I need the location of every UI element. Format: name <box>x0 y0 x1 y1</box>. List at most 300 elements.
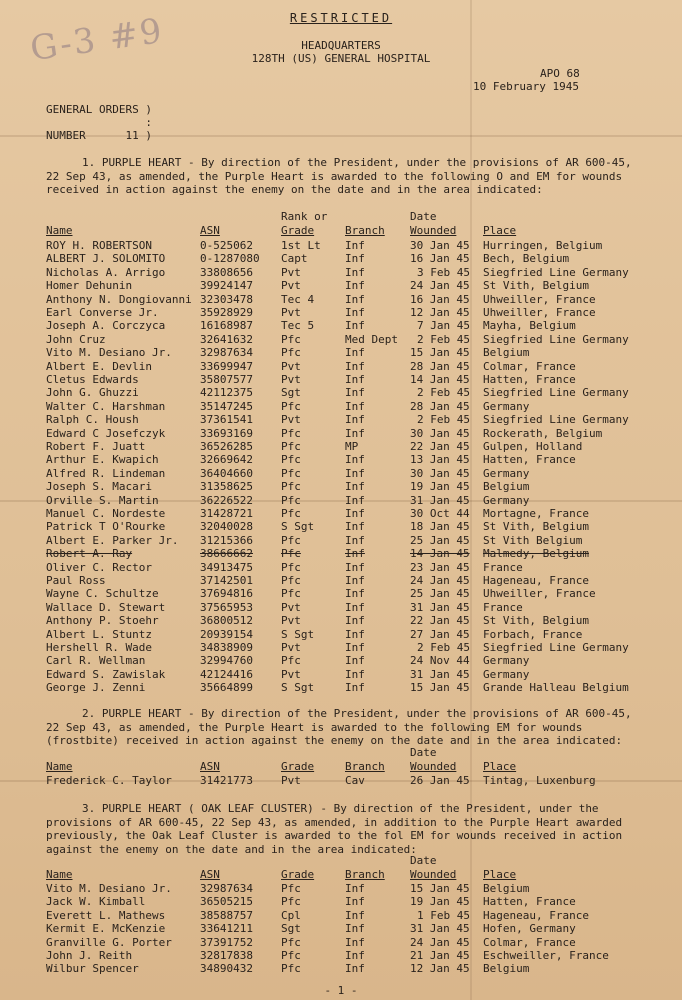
cell-grade: Grade <box>281 868 315 881</box>
cell-asn: 37565953 <box>200 600 253 614</box>
column-header-top: Date <box>410 854 437 867</box>
table-row <box>0 440 682 453</box>
cell-branch: Inf <box>345 520 365 534</box>
cell-place: Hatten, France <box>483 453 576 467</box>
cell-branch: Inf <box>345 600 365 614</box>
cell-asn: 38588757 <box>200 908 253 922</box>
cell-asn: 34890432 <box>200 962 253 976</box>
cell-asn: 32994760 <box>200 654 253 668</box>
cell-branch: Inf <box>345 614 365 628</box>
table-row <box>0 614 682 627</box>
cell-name: ALBERT J. SOLOMITO <box>46 252 166 266</box>
cell-branch: Inf <box>345 560 365 574</box>
cell-asn: 32987634 <box>200 346 253 360</box>
cell-grade: Pfc <box>281 332 301 346</box>
cell-grade: Grade <box>281 760 315 773</box>
table-row <box>0 319 682 332</box>
cell-place: Gulpen, Holland <box>483 440 583 453</box>
cell-name: Edward S. Zawislak <box>46 667 166 681</box>
table-row <box>0 922 682 935</box>
cell-wounded: 30 Jan 45 <box>410 239 470 252</box>
cell-asn: 32987634 <box>200 882 253 895</box>
cell-wounded: 31 Jan 45 <box>410 667 470 681</box>
cell-asn: 33693169 <box>200 426 253 440</box>
general-orders-bracket: : <box>46 116 152 129</box>
cell-branch: Branch <box>345 760 385 773</box>
cell-place: Mayha, Belgium <box>483 319 576 333</box>
cell-wounded: 22 Jan 45 <box>410 614 470 628</box>
cell-asn: 20939154 <box>200 627 253 641</box>
cell-branch: Inf <box>345 466 365 480</box>
cell-grade: S Sgt <box>281 627 315 641</box>
cell-branch: Inf <box>345 319 365 333</box>
cell-grade: Pvt <box>281 641 301 654</box>
cell-grade: Pfc <box>281 426 301 440</box>
cell-branch: Inf <box>345 306 365 319</box>
cell-wounded: 2 Feb 45 <box>417 641 470 654</box>
cell-asn: 31421773 <box>200 774 253 787</box>
cell-asn: 42112375 <box>200 386 253 400</box>
table-row <box>0 480 682 493</box>
cell-grade: Pfc <box>281 346 301 360</box>
cell-name: ROY H. ROBERTSON <box>46 239 152 252</box>
cell-asn: 32669642 <box>200 453 253 467</box>
cell-branch: Inf <box>345 882 365 895</box>
order-date: 10 February 1945 <box>473 80 579 93</box>
cell-branch: Inf <box>345 547 365 561</box>
cell-place: France <box>483 560 523 574</box>
cell-grade: Pvt <box>281 614 301 628</box>
cell-wounded: 14 Jan 45 <box>410 373 470 386</box>
cell-asn: ASN <box>200 760 220 773</box>
table-row <box>0 413 682 426</box>
cell-wounded: 15 Jan 45 <box>410 346 470 360</box>
cell-place: Germany <box>483 493 530 507</box>
cell-wounded: Wounded <box>410 224 457 237</box>
table-row <box>0 909 682 922</box>
cell-branch: Branch <box>345 868 385 881</box>
table-row <box>0 962 682 975</box>
cell-grade: Pvt <box>281 279 301 293</box>
table-row <box>0 266 682 279</box>
cell-grade: Pfc <box>281 654 301 668</box>
classification-heading: RESTRICTED <box>289 11 393 25</box>
cell-asn: 35664899 <box>200 681 253 695</box>
cell-branch: Inf <box>345 426 365 440</box>
cell-wounded: 31 Jan 45 <box>410 493 470 507</box>
cell-wounded: 26 Jan 45 <box>410 774 470 787</box>
cell-wounded: 28 Jan 45 <box>410 399 470 413</box>
cell-place: Colmar, France <box>483 935 576 949</box>
cell-grade: Capt <box>281 252 308 266</box>
table-row <box>0 574 682 587</box>
cell-grade: Pfc <box>281 507 301 520</box>
table-row <box>0 936 682 949</box>
cell-place: Place <box>483 760 517 773</box>
cell-asn: 36505215 <box>200 895 253 909</box>
table-row <box>0 587 682 600</box>
cell-place: Belgium <box>483 346 530 360</box>
cell-name: Nicholas A. Arrigo <box>46 265 166 279</box>
cell-wounded: 28 Jan 45 <box>410 359 470 373</box>
cell-grade: Pfc <box>281 895 301 909</box>
table-row <box>0 641 682 654</box>
cell-branch: Inf <box>345 641 365 654</box>
cell-name: Robert A. Ray <box>46 547 133 561</box>
cell-place: Uhweiller, France <box>483 306 596 319</box>
cell-wounded: 2 Feb 45 <box>417 386 470 400</box>
cell-name: Wilbur Spencer <box>46 962 139 976</box>
section-1-text: 1. PURPLE HEART - By direction of the President, under the provisions of AR 600-45, 22 Sep 43, as amended, the Purple Heart is awarded to the following O and EM for wounds received in action against the enemy on the date and in the area indicated: <box>46 156 632 196</box>
cell-place: St Vith, Belgium <box>483 279 589 293</box>
cell-branch: Inf <box>345 359 365 373</box>
cell-asn: 37142501 <box>200 574 253 587</box>
cell-branch: Inf <box>345 908 365 922</box>
cell-name: Anthony N. Dongiovanni <box>46 292 192 306</box>
cell-place: Hatten, France <box>483 895 576 909</box>
cell-grade: Pvt <box>281 359 301 373</box>
cell-place: St Vith, Belgium <box>483 520 589 534</box>
cell-grade: Pfc <box>281 547 301 561</box>
cell-place: Mortagne, France <box>483 507 589 520</box>
cell-asn: ASN <box>200 224 220 237</box>
cell-branch: Inf <box>345 399 365 413</box>
cell-name: Albert E. Parker Jr. <box>46 533 179 547</box>
cell-asn: 35928929 <box>200 306 253 319</box>
cell-place: Forbach, France <box>483 627 583 641</box>
column-header-top: Date <box>410 210 437 223</box>
cell-asn: 33699947 <box>200 359 253 373</box>
table-row <box>0 333 682 346</box>
cell-place: Siegfried Line Germany <box>483 265 629 279</box>
cell-grade: Cpl <box>281 908 301 922</box>
cell-asn: 0-1287080 <box>200 252 260 266</box>
table-row <box>0 360 682 373</box>
cell-wounded: 13 Jan 45 <box>410 453 470 467</box>
cell-asn: 32040028 <box>200 520 253 534</box>
cell-asn: 16168987 <box>200 319 253 333</box>
cell-wounded: 12 Jan 45 <box>410 306 470 319</box>
cell-branch: Branch <box>345 224 385 237</box>
table-row <box>0 453 682 466</box>
cell-wounded: 2 Feb 45 <box>417 413 470 427</box>
table-row <box>0 534 682 547</box>
cell-asn: 37361541 <box>200 413 253 427</box>
table-row <box>0 547 682 560</box>
table-row <box>0 306 682 319</box>
cell-grade: Pfc <box>281 962 301 976</box>
cell-grade: Pfc <box>281 480 301 494</box>
cell-place: Colmar, France <box>483 359 576 373</box>
cell-asn: 42124416 <box>200 667 253 681</box>
cell-place: Siegfried Line Germany <box>483 332 629 346</box>
cell-name: Cletus Edwards <box>46 373 139 386</box>
page-number: - 1 - <box>324 984 358 997</box>
cell-wounded: 31 Jan 45 <box>410 922 470 936</box>
cell-branch: Inf <box>345 373 365 386</box>
cell-asn: 34838909 <box>200 641 253 654</box>
cell-name: Name <box>46 224 73 237</box>
cell-grade: Tec 4 <box>281 292 315 306</box>
cell-grade: Pvt <box>281 774 301 787</box>
cell-asn: 0-525062 <box>200 239 253 252</box>
cell-branch: Inf <box>345 386 365 400</box>
cell-name: Oliver C. Rector <box>46 560 152 574</box>
table-row <box>0 239 682 252</box>
cell-name: Orville S. Martin <box>46 493 159 507</box>
cell-name: Jack W. Kimball <box>46 895 146 909</box>
cell-name: Carl R. Wellman <box>46 654 146 668</box>
cell-name: Walter C. Harshman <box>46 399 166 413</box>
cell-grade: Pfc <box>281 466 301 480</box>
cell-grade: Pvt <box>281 413 301 427</box>
cell-branch: Inf <box>345 453 365 467</box>
cell-branch: Inf <box>345 292 365 306</box>
cell-asn: 31215366 <box>200 533 253 547</box>
table-row <box>0 628 682 641</box>
cell-branch: Inf <box>345 507 365 520</box>
table-row <box>0 774 682 787</box>
cell-place: St Vith, Belgium <box>483 614 589 628</box>
cell-place: Hurringen, Belgium <box>483 239 603 252</box>
cell-grade: Pfc <box>281 440 301 453</box>
cell-wounded: 12 Jan 45 <box>410 962 470 976</box>
cell-wounded: 7 Jan 45 <box>417 319 470 333</box>
cell-grade: Sgt <box>281 386 301 400</box>
cell-branch: Med Dept <box>345 332 398 346</box>
cell-place: Eschweiller, France <box>483 949 609 962</box>
cell-grade: Sgt <box>281 922 301 936</box>
cell-name: Ralph C. Housh <box>46 413 139 427</box>
cell-name: Frederick C. Taylor <box>46 774 172 787</box>
cell-grade: Pfc <box>281 533 301 547</box>
cell-branch: MP <box>345 440 359 453</box>
cell-branch: Inf <box>345 922 365 936</box>
cell-place: Bech, Belgium <box>483 252 570 266</box>
cell-wounded: 27 Jan 45 <box>410 627 470 641</box>
cell-place: Hatten, France <box>483 373 576 386</box>
cell-branch: Inf <box>345 587 365 601</box>
cell-wounded: 24 Jan 45 <box>410 935 470 949</box>
cell-wounded: 25 Jan 45 <box>410 587 470 601</box>
cell-place: Place <box>483 224 517 237</box>
cell-branch: Inf <box>345 346 365 360</box>
cell-grade: Tec 5 <box>281 319 315 333</box>
cell-branch: Inf <box>345 533 365 547</box>
cell-wounded: 30 Jan 45 <box>410 426 470 440</box>
cell-name: Name <box>46 760 73 773</box>
cell-wounded: 14 Jan 45 <box>410 547 470 561</box>
cell-name: Name <box>46 868 73 881</box>
cell-name: John Cruz <box>46 332 106 346</box>
cell-place: Germany <box>483 654 530 668</box>
cell-name: Robert F. Juatt <box>46 440 146 453</box>
cell-grade: Grade <box>281 224 315 237</box>
cell-wounded: 2 Feb 45 <box>417 332 470 346</box>
cell-branch: Inf <box>345 413 365 427</box>
cell-asn: 33808656 <box>200 265 253 279</box>
cell-grade: Pfc <box>281 935 301 949</box>
cell-asn: 36404660 <box>200 466 253 480</box>
cell-grade: 1st Lt <box>281 239 321 252</box>
table-row <box>0 373 682 386</box>
cell-asn: 31428721 <box>200 507 253 520</box>
section-3-text: 3. PURPLE HEART ( OAK LEAF CLUSTER) - By direction of the President, under the provisions of AR 600-45, 22 Sep 43, as amended, in addition to the Purple Heart awarded previously, the Oak Leaf Cluster is awarded to the fol EM for wounds received in action against the enemy on the date and in the area indicated: <box>46 802 623 856</box>
cell-place: Belgium <box>483 962 530 976</box>
cell-asn: 35807577 <box>200 373 253 386</box>
cell-place: St Vith Belgium <box>483 533 583 547</box>
cell-grade: Pfc <box>281 560 301 574</box>
cell-asn: 37694816 <box>200 587 253 601</box>
table-row <box>0 668 682 681</box>
cell-name: Albert L. Stuntz <box>46 627 152 641</box>
cell-wounded: 16 Jan 45 <box>410 292 470 306</box>
table-header <box>0 868 682 881</box>
table-row <box>0 386 682 399</box>
cell-place: Siegfried Line Germany <box>483 641 629 654</box>
cell-branch: Inf <box>345 574 365 587</box>
cell-name: Everett L. Mathews <box>46 908 166 922</box>
cell-name: George J. Zenni <box>46 681 146 695</box>
cell-asn: 32817838 <box>200 949 253 962</box>
cell-place: Germany <box>483 399 530 413</box>
cell-grade: Pfc <box>281 493 301 507</box>
cell-branch: Inf <box>345 667 365 681</box>
cell-place: Belgium <box>483 480 530 494</box>
cell-wounded: 3 Feb 45 <box>417 265 470 279</box>
cell-place: Hageneau, France <box>483 908 589 922</box>
cell-name: Wallace D. Stewart <box>46 600 166 614</box>
cell-name: Kermit E. McKenzie <box>46 922 166 936</box>
cell-place: Germany <box>483 667 530 681</box>
cell-branch: Inf <box>345 654 365 668</box>
cell-name: Alfred R. Lindeman <box>46 466 166 480</box>
cell-branch: Inf <box>345 239 365 252</box>
cell-place: Siegfried Line Germany <box>483 413 629 427</box>
cell-wounded: 31 Jan 45 <box>410 600 470 614</box>
cell-wounded: 15 Jan 45 <box>410 681 470 695</box>
cell-place: Malmedy, Belgium <box>483 547 589 561</box>
cell-wounded: 15 Jan 45 <box>410 882 470 895</box>
cell-name: Vito M. Desiano Jr. <box>46 882 172 895</box>
cell-grade: Pfc <box>281 882 301 895</box>
table-row <box>0 427 682 440</box>
cell-grade: S Sgt <box>281 681 315 695</box>
table-row <box>0 601 682 614</box>
cell-asn: 35147245 <box>200 399 253 413</box>
cell-wounded: 19 Jan 45 <box>410 480 470 494</box>
cell-name: Albert E. Devlin <box>46 359 152 373</box>
cell-name: Edward C Josefczyk <box>46 426 166 440</box>
table-row <box>0 949 682 962</box>
cell-wounded: 1 Feb 45 <box>417 908 470 922</box>
cell-place: Belgium <box>483 882 530 895</box>
cell-wounded: 16 Jan 45 <box>410 252 470 266</box>
cell-name: Wayne C. Schultze <box>46 587 159 601</box>
cell-place: Uhweiller, France <box>483 292 596 306</box>
cell-branch: Inf <box>345 962 365 976</box>
table-row <box>0 520 682 533</box>
cell-place: Siegfried Line Germany <box>483 386 629 400</box>
cell-name: Granville G. Porter <box>46 935 172 949</box>
column-header-top: Date <box>410 746 437 759</box>
cell-asn: 32641632 <box>200 332 253 346</box>
cell-name: Patrick T O'Rourke <box>46 520 166 534</box>
apo-number: APO 68 <box>540 67 580 80</box>
table-row <box>0 400 682 413</box>
cell-name: John G. Ghuzzi <box>46 386 139 400</box>
cell-wounded: 25 Jan 45 <box>410 533 470 547</box>
table-row <box>0 252 682 265</box>
cell-wounded: 21 Jan 45 <box>410 949 470 962</box>
cell-grade: Pvt <box>281 373 301 386</box>
cell-wounded: 23 Jan 45 <box>410 560 470 574</box>
cell-branch: Inf <box>345 895 365 909</box>
cell-name: Vito M. Desiano Jr. <box>46 346 172 360</box>
cell-grade: Pvt <box>281 667 301 681</box>
cell-name: John J. Reith <box>46 949 133 962</box>
cell-branch: Cav <box>345 774 365 787</box>
cell-place: Grande Halleau Belgium <box>483 681 629 695</box>
table-row <box>0 279 682 292</box>
cell-name: Anthony P. Stoehr <box>46 614 159 628</box>
order-number: NUMBER 11 ) <box>46 129 152 142</box>
cell-name: Manuel C. Nordeste <box>46 507 166 520</box>
section-2-text: 2. PURPLE HEART - By direction of the President, under the provisions of AR 600-45, 22 Sep 43, as amended, the Purple Heart is awarded to the following EM for wounds (frostbite) received in action against the enemy on the date and in the area indicated: <box>46 707 632 747</box>
unit-heading: 128TH (US) GENERAL HOSPITAL <box>251 52 431 65</box>
cell-name: Hershell R. Wade <box>46 641 152 654</box>
table-row <box>0 681 682 694</box>
headquarters-heading: HEADQUARTERS <box>301 39 381 52</box>
general-orders-label: GENERAL ORDERS ) <box>46 103 152 116</box>
cell-branch: Inf <box>345 627 365 641</box>
cell-branch: Inf <box>345 681 365 695</box>
cell-asn: 37391752 <box>200 935 253 949</box>
cell-place: Germany <box>483 466 530 480</box>
cell-wounded: 30 Oct 44 <box>410 507 470 520</box>
cell-place: Hageneau, France <box>483 574 589 587</box>
table-row <box>0 654 682 667</box>
cell-grade: Pvt <box>281 600 301 614</box>
cell-wounded: Wounded <box>410 868 457 881</box>
cell-branch: Inf <box>345 265 365 279</box>
cell-wounded: Wounded <box>410 760 457 773</box>
table-header <box>0 760 682 773</box>
cell-grade: S Sgt <box>281 520 315 534</box>
cell-asn: 36526285 <box>200 440 253 453</box>
cell-name: Arthur E. Kwapich <box>46 453 159 467</box>
cell-branch: Inf <box>345 279 365 293</box>
cell-place: Uhweiller, France <box>483 587 596 601</box>
cell-asn: 33641211 <box>200 922 253 936</box>
cell-wounded: 30 Jan 45 <box>410 466 470 480</box>
cell-asn: 36800512 <box>200 614 253 628</box>
cell-place: France <box>483 600 523 614</box>
cell-name: Paul Ross <box>46 574 106 587</box>
table-row <box>0 895 682 908</box>
cell-place: Hofen, Germany <box>483 922 576 936</box>
cell-grade: Pfc <box>281 574 301 587</box>
cell-wounded: 24 Jan 45 <box>410 279 470 293</box>
cell-name: Joseph S. Macari <box>46 480 152 494</box>
cell-wounded: 24 Nov 44 <box>410 654 470 668</box>
cell-asn: 36226522 <box>200 493 253 507</box>
cell-asn: 39924147 <box>200 279 253 293</box>
table-header <box>0 224 682 237</box>
cell-place: Rockerath, Belgium <box>483 426 603 440</box>
cell-grade: Pvt <box>281 306 301 319</box>
cell-place: Tintag, Luxenburg <box>483 774 596 787</box>
